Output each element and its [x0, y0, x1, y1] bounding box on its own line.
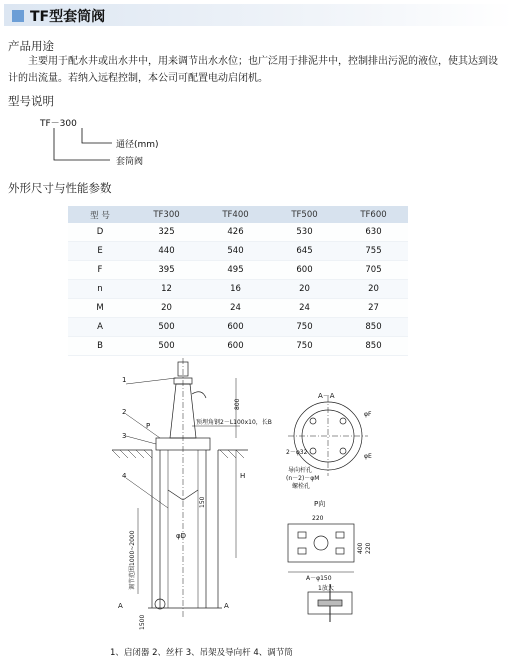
dim-150: 150	[199, 496, 206, 508]
table-cell: 750	[270, 318, 339, 337]
table-row	[68, 223, 408, 242]
pview-plate	[288, 524, 354, 562]
label-h: H	[240, 472, 246, 480]
title-square-icon	[12, 10, 24, 22]
table-cell: 24	[270, 299, 339, 318]
table-cell: D	[68, 223, 132, 242]
section-aa-title: A－A	[318, 392, 335, 400]
table-cell: 500	[132, 318, 201, 337]
table-cell: 495	[201, 261, 270, 280]
table-cell: 426	[201, 223, 270, 242]
table-cell: 540	[201, 242, 270, 261]
dim-range: 调节范围1000~2000	[129, 530, 136, 590]
model-code: TF－300	[40, 119, 77, 129]
table-cell: 850	[339, 318, 408, 337]
technical-drawing	[108, 358, 408, 648]
usage-line-2: 计的出流量。若纳入远程控制，本公司可配置电动启闭机。	[8, 73, 268, 84]
table-cell: 600	[270, 261, 339, 280]
spec-col-header: TF400	[201, 206, 270, 223]
drawing-caption: 1、启闭器 2、丝杆 3、吊架及导向杆 4、调节筒	[110, 648, 293, 658]
table-cell: 600	[201, 337, 270, 356]
dim-150-hole: A－φ150	[306, 575, 332, 582]
diameter-label: 通径(mm)	[116, 140, 159, 150]
spec-col-header: TF600	[339, 206, 408, 223]
label-a-left: A	[118, 602, 123, 610]
table-cell: 20	[270, 280, 339, 299]
table-row	[68, 318, 408, 337]
table-cell: 630	[339, 223, 408, 242]
ground-hatch	[112, 450, 244, 458]
label-2: 2	[122, 408, 127, 416]
spec-col-header: TF500	[270, 206, 339, 223]
enlarge-label: 1放大	[318, 585, 334, 592]
table-row	[68, 261, 408, 280]
dim-220-top: 220	[312, 515, 324, 522]
label-1: 1	[122, 376, 127, 384]
specs-heading: 外形尺寸与性能参数	[8, 181, 112, 195]
model-heading: 型号说明	[8, 94, 54, 108]
table-cell: 500	[132, 337, 201, 356]
table-cell: n	[68, 280, 132, 299]
table-cell: 12	[132, 280, 201, 299]
table-cell: 325	[132, 223, 201, 242]
model-code-diagram	[40, 116, 200, 168]
table-cell: 530	[270, 223, 339, 242]
table-cell: 750	[270, 337, 339, 356]
table-cell: 24	[201, 299, 270, 318]
table-cell: 20	[132, 299, 201, 318]
angle-note: 预埋角钢2－L100x10，长B	[196, 419, 272, 426]
spec-col-header: TF300	[132, 206, 201, 223]
table-row	[68, 280, 408, 299]
table-cell: 645	[270, 242, 339, 261]
type-label: 套筒阀	[116, 157, 144, 167]
label-guide-hole: 导向杆孔	[288, 467, 313, 474]
table-cell: F	[68, 261, 132, 280]
pview-title: P向	[314, 500, 326, 508]
table-cell: 440	[132, 242, 201, 261]
label-bolt-count: (n－2)－φM	[286, 475, 320, 482]
table-cell: 27	[339, 299, 408, 318]
table-cell: 16	[201, 280, 270, 299]
dim-220-side: 220	[365, 542, 372, 554]
table-cell: 705	[339, 261, 408, 280]
title-bar	[4, 4, 513, 26]
label-3: 3	[122, 432, 127, 440]
table-row	[68, 299, 408, 318]
table-cell: 600	[201, 318, 270, 337]
label-phi-d: φD	[176, 532, 187, 540]
drawing-svg	[108, 358, 408, 648]
spec-table	[68, 206, 408, 356]
table-row	[68, 242, 408, 261]
table-cell: E	[68, 242, 132, 261]
table-cell: 395	[132, 261, 201, 280]
spec-header-row	[68, 206, 408, 223]
pview-hole	[314, 536, 328, 550]
label-hole: 2－φ32	[286, 449, 308, 456]
table-cell: A	[68, 318, 132, 337]
table-cell: 20	[339, 280, 408, 299]
label-phi-f: φF	[364, 411, 372, 418]
handwheel	[192, 392, 206, 398]
dim-400: 400	[357, 542, 364, 554]
dim-800: 800	[234, 398, 241, 410]
dim-1500: 1500	[139, 614, 146, 630]
usage-heading: 产品用途	[8, 39, 54, 53]
table-cell: M	[68, 299, 132, 318]
label-p: P	[146, 422, 151, 430]
table-cell: 850	[339, 337, 408, 356]
page-title: TF型套筒阀	[30, 9, 106, 25]
usage-line-1: 主要用于配水井或出水井中，用来调节出水水位；也广泛用于排泥井中，控制排出污泥的液位，使其达到设	[28, 56, 498, 67]
label-a-right: A	[224, 602, 229, 610]
table-cell: 755	[339, 242, 408, 261]
spec-col-header: 型 号	[68, 206, 132, 223]
label-4: 4	[122, 472, 127, 480]
table-cell: B	[68, 337, 132, 356]
label-bolt-hole: 螺栓孔	[292, 483, 311, 490]
label-phi-e: φE	[364, 453, 372, 460]
table-row	[68, 337, 408, 356]
